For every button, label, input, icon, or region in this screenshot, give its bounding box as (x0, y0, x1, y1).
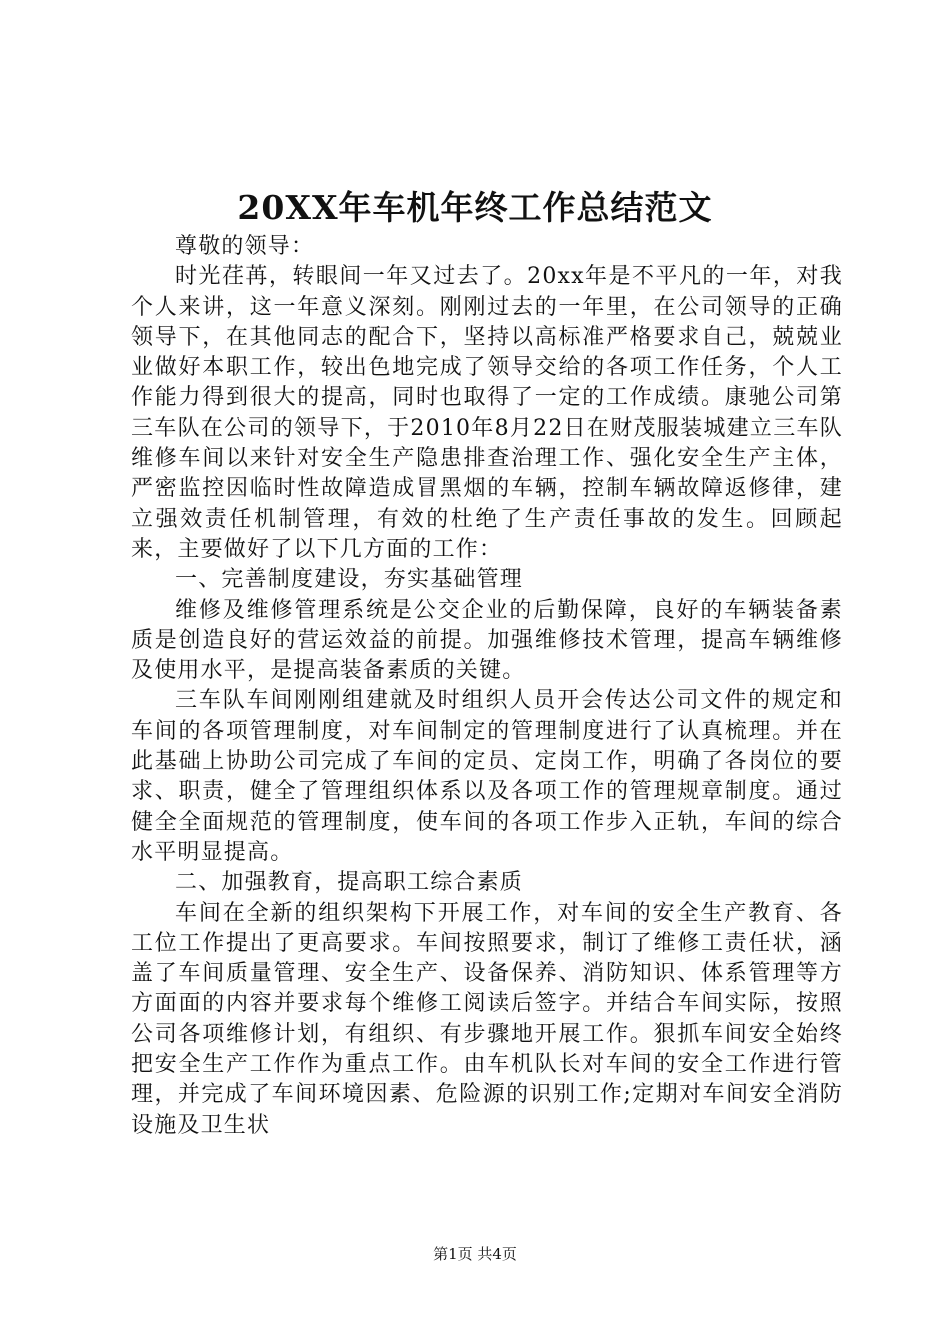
page-footer: 第1页 共4页 (433, 1245, 517, 1263)
page-title: 20XX年车机年终工作总结范文 (237, 188, 713, 227)
salutation: 尊敬的领导： (175, 234, 315, 259)
paragraph-intro: 时光荏苒，转眼间一年又过去了。20xx年是不平凡的一年，对我个人来讲，这一年意义深刻。刚刚过去的一年里，在公司领导的正确领导下，在其他同志的配合下，坚持以高标准严格要求自己，兢兢业业做好本职工作，较出色地完成了领导交给的各项工作任务，个人工作能力得到很大的提高，同时也取得了一定的工作成绩。康驰公司第三车队在公司的领导下，于2010年8月22日在财茂服装城建立三车队维修车间以来针对安全生产隐患排查治理工作、强化安全生产主体，严密监控因临时性故障造成冒黑烟的车辆，控制车辆故障返修律，建立强效责任机制管理，有效的杜绝了生产责任事故的发生。回顾起来，主要做好了以下几方面的工作： (131, 264, 843, 562)
paragraph-3: 车间在全新的组织架构下开展工作，对车间的安全生产教育、各工位工作提出了更高要求。车间按照要求，制订了维修工责任状，涵盖了车间质量管理、安全生产、设备保养、消防知识、体系管理等方方面面的内容并要求每个维修工阅读后签字。并结合车间实际，按照公司各项维修计划，有组织、有步骤地开展工作。狠抓车间安全始终把安全生产工作作为重点工作。由车机队长对车间的安全工作进行管理，并完成了车间环境因素、危险源的识别工作;定期对车间安全消防设施及卫生状 (131, 900, 843, 1138)
paragraph-1: 维修及维修管理系统是公交企业的后勤保障，良好的车辆装备素质是创造良好的营运效益的前提。加强维修技术管理，提高车辆维修及使用水平，是提高装备素质的关键。 (131, 597, 843, 684)
section-heading-2: 二、加强教育，提高职工综合素质 (175, 870, 524, 896)
document-body (131, 232, 843, 1141)
section-heading-1: 一、完善制度建设，夯实基础管理 (175, 567, 524, 593)
paragraph-2: 三车队车间刚刚组建就及时组织人员开会传达公司文件的规定和车间的各项管理制度，对车间制定的管理制度进行了认真梳理。并在此基础上协助公司完成了车间的定员、定岗工作，明确了各岗位的要求、职责，健全了管理组织体系以及各项工作的管理规章制度。通过健全全面规范的管理制度，使车间的各项工作步入正轨，车间的综合水平明显提高。 (131, 688, 843, 865)
